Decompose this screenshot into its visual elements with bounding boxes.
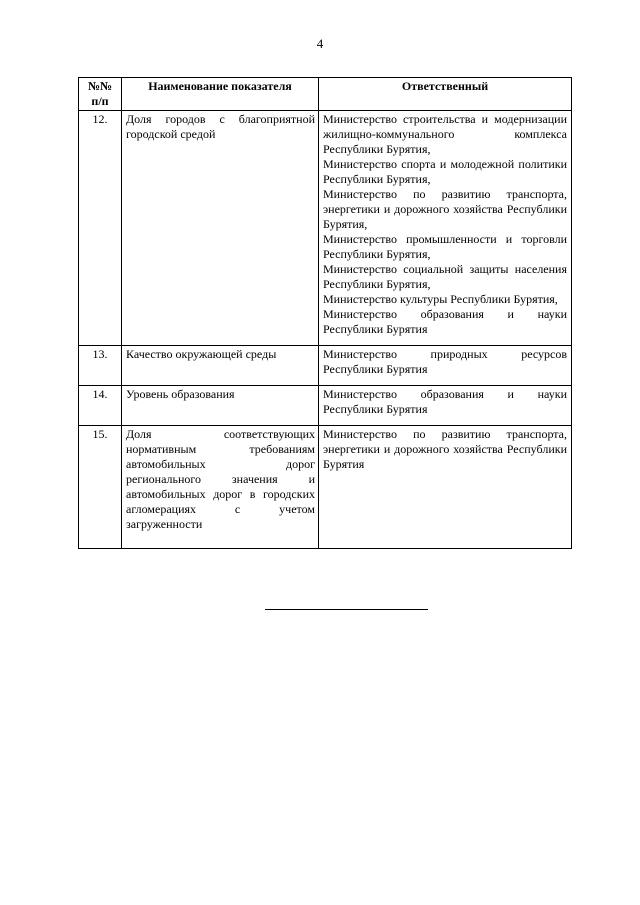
responsible-item: Министерство строительства и модернизации жилищно-коммунального комплекса Республики Бурятия, — [323, 112, 567, 156]
indicator-name: Доля городов с благоприятной городской средой — [122, 111, 319, 346]
indicator-name: Уровень образования — [122, 386, 319, 426]
header-number: №№ п/п — [79, 78, 122, 111]
header-indicator-name: Наименование показателя — [122, 78, 319, 111]
responsible-item: Министерство социальной защиты населения Республики Бурятия, — [323, 262, 567, 291]
header-responsible: Ответственный — [319, 78, 572, 111]
responsible-item: Министерство культуры Республики Бурятия, — [323, 292, 558, 306]
responsible-item: Министерство природных ресурсов Республики Бурятия — [323, 347, 567, 376]
responsible-item: Министерство по развитию транспорта, энергетики и дорожного хозяйства Республики Бурятия, — [323, 187, 567, 231]
responsible-cell — [319, 111, 572, 346]
table-header-row — [79, 78, 572, 111]
responsible-item: Министерство спорта и молодежной политики Республики Бурятия, — [323, 157, 567, 186]
table-row — [79, 111, 572, 346]
table-row — [79, 426, 572, 549]
responsible-cell — [319, 346, 572, 386]
indicator-name: Качество окружающей среды — [122, 346, 319, 386]
table-row — [79, 386, 572, 426]
responsible-item: Министерство промышленности и торговли Республики Бурятия, — [323, 232, 567, 261]
responsible-item: Министерство по развитию транспорта, энергетики и дорожного хозяйства Республики Бурятия — [323, 427, 567, 471]
table-row — [79, 346, 572, 386]
page-number: 4 — [316, 36, 324, 51]
responsible-item: Министерство образования и науки Республики Бурятия — [323, 307, 567, 336]
closing-rule — [265, 609, 428, 610]
indicators-table — [78, 77, 572, 549]
row-number: 14. — [79, 386, 122, 426]
row-number: 15. — [79, 426, 122, 549]
responsible-cell — [319, 426, 572, 549]
responsible-item: Министерство образования и науки Республики Бурятия — [323, 387, 567, 416]
row-number: 13. — [79, 346, 122, 386]
row-number: 12. — [79, 111, 122, 346]
responsible-cell — [319, 386, 572, 426]
indicator-name: Доля соответствующих нормативным требованиям автомобильных дорог регионального значения и автомобильных дорог в городских агломерациях с учетом загруженности — [122, 426, 319, 549]
